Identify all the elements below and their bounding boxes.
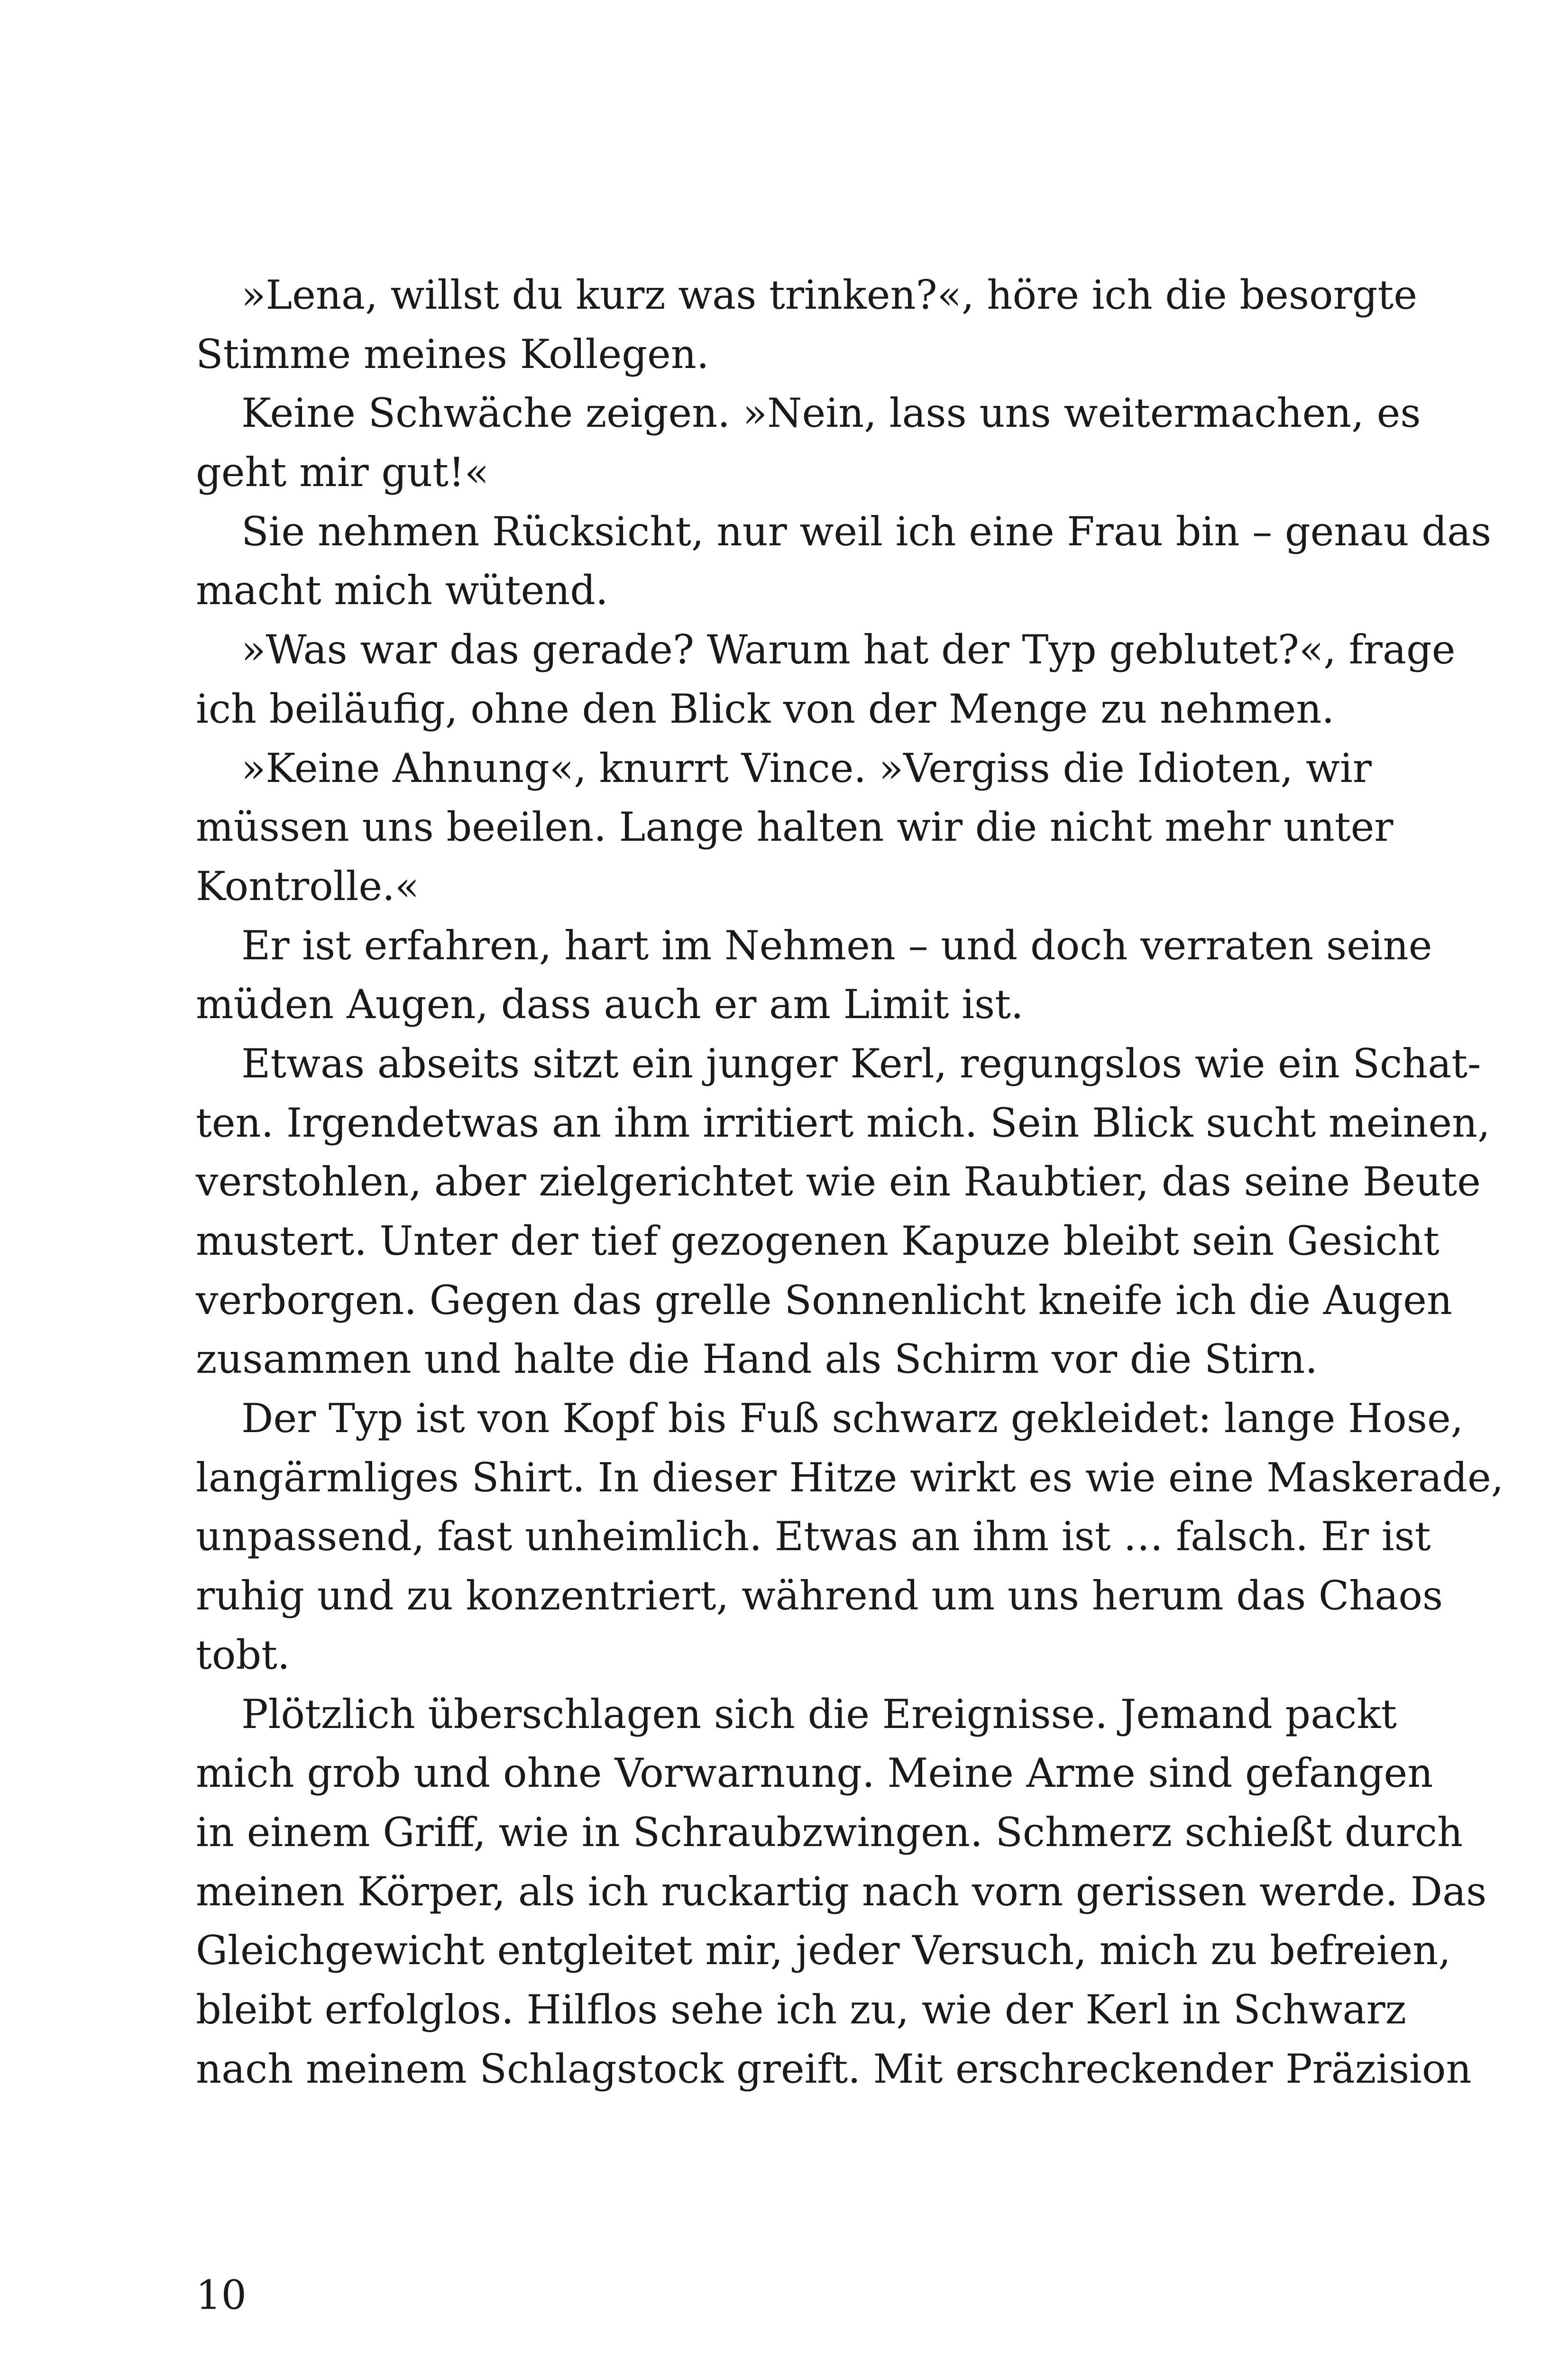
text-line: Gleichgewicht entgleitet mir, jeder Versuch, mich zu befreien, — [196, 1927, 1451, 1974]
text-line: müden Augen, dass auch er am Limit ist. — [196, 981, 1024, 1028]
text-line: Der Typ ist von Kopf bis Fuß schwarz gekleidet: lange Hose, — [241, 1395, 1464, 1442]
paragraph — [196, 1034, 1490, 1389]
text-line: müssen uns beeilen. Lange halten wir die nicht mehr unter — [196, 804, 1394, 851]
text-line: Er ist erfahren, hart im Nehmen – und doch verraten seine — [241, 922, 1432, 969]
text-line: meinen Körper, als ich ruckartig nach vorn gerissen werde. Das — [196, 1868, 1487, 1915]
text-line: Plötzlich überschlagen sich die Ereignisse. Jemand packt — [241, 1691, 1397, 1737]
text-line: Etwas abseits sitzt ein junger Kerl, regungslos wie ein Schat- — [241, 1040, 1481, 1087]
paragraph — [196, 739, 1394, 916]
text-line: in einem Griff, wie in Schraubzwingen. Schmerz schießt durch — [196, 1809, 1463, 1856]
paragraph — [196, 916, 1432, 1034]
text-line: zusammen und halte die Hand als Schirm vor die Stirn. — [196, 1336, 1318, 1383]
paragraph — [196, 620, 1456, 738]
text-line: ich beiläufig, ohne den Blick von der Menge zu nehmen. — [196, 685, 1335, 732]
text-line: Sie nehmen Rücksicht, nur weil ich eine Frau bin – genau das — [241, 508, 1492, 555]
text-line: verstohlen, aber zielgerichtet wie ein Raubtier, das seine Beute — [196, 1158, 1481, 1205]
body-text — [196, 266, 1504, 2098]
text-line: langärmliges Shirt. In dieser Hitze wirkt es wie eine Maskerade, — [196, 1454, 1504, 1501]
text-line: Kontrolle.« — [196, 863, 420, 910]
text-line: »Was war das gerade? Warum hat der Typ geblutet?«, frage — [241, 626, 1456, 673]
paragraph — [196, 266, 1417, 384]
paragraph — [196, 1389, 1504, 1684]
text-line: »Keine Ahnung«, knurrt Vince. »Vergiss die Idioten, wir — [241, 744, 1372, 791]
text-line: ruhig und zu konzentriert, während um uns herum das Chaos — [196, 1572, 1443, 1619]
paragraph — [196, 1685, 1487, 2099]
text-line: verborgen. Gegen das grelle Sonnenlicht kneife ich die Augen — [196, 1277, 1452, 1323]
text-line: macht mich wütend. — [196, 567, 608, 614]
paragraph — [196, 502, 1492, 620]
text-line: mich grob und ohne Vorwarnung. Meine Arme sind gefangen — [196, 1750, 1433, 1797]
text-line: ten. Irgendetwas an ihm irritiert mich. Sein Blick sucht meinen, — [196, 1099, 1490, 1146]
text-line: mustert. Unter der tief gezogenen Kapuze bleibt sein Gesicht — [196, 1218, 1440, 1264]
text-line: »Lena, willst du kurz was trinken?«, höre ich die besorgte — [241, 272, 1417, 318]
text-line: unpassend, fast unheimlich. Etwas an ihm ist … falsch. Er ist — [196, 1513, 1431, 1560]
page-number: 10 — [196, 2272, 247, 2318]
text-line: bleibt erfolglos. Hilflos sehe ich zu, wie der Kerl in Schwarz — [196, 1986, 1406, 2033]
text-line: tobt. — [196, 1631, 290, 1678]
paragraph — [196, 384, 1421, 502]
text-line: geht mir gut!« — [196, 449, 489, 496]
text-line: Stimme meines Kollegen. — [196, 331, 709, 377]
text-line: Keine Schwäche zeigen. »Nein, lass uns weitermachen, es — [241, 390, 1421, 437]
text-line: nach meinem Schlagstock greift. Mit erschreckender Präzision — [196, 2045, 1472, 2092]
